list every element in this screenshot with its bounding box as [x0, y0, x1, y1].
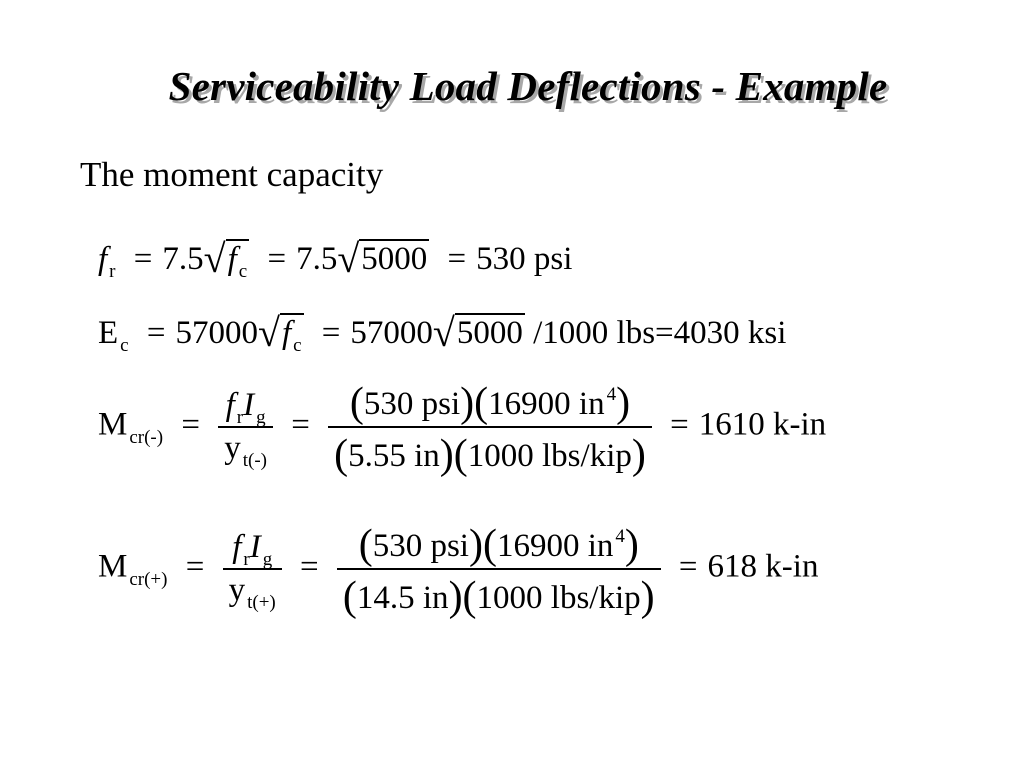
- equation-elastic-modulus: [98, 310, 787, 356]
- radical-icon: √: [203, 236, 226, 281]
- m-symbol: M: [98, 406, 128, 443]
- fraction-numerator: (530 psi)(16900 in $^4$): [349, 380, 631, 426]
- numeric-fraction: [328, 380, 652, 478]
- coefficient: 57000: [350, 315, 433, 351]
- equals-sign: =: [133, 241, 153, 277]
- fc-symbol: f: [281, 315, 292, 351]
- sqrt-value: [432, 310, 525, 355]
- equation-rupture-modulus: [98, 236, 573, 282]
- coefficient: 7.5: [162, 241, 204, 277]
- ec-subscript: c: [120, 335, 129, 356]
- coefficient: 7.5: [296, 241, 338, 277]
- fraction-denominator: y $_{t(+)}$: [223, 568, 282, 607]
- slide-subtitle: The moment capacity: [80, 155, 384, 194]
- m-subscript: cr(+): [129, 568, 168, 590]
- symbolic-fraction: [218, 387, 273, 471]
- equals-sign: =: [185, 548, 205, 585]
- fc-subscript: c: [293, 335, 302, 356]
- fraction-denominator: y $_{t(-)}$: [218, 426, 273, 465]
- fc-symbol: f: [227, 241, 237, 277]
- fraction-numerator: (530 psi)(16900 in $^4$): [358, 522, 639, 568]
- equals-sign: =: [678, 548, 698, 585]
- sqrt-fc: [203, 236, 250, 282]
- equals-sign: =: [291, 406, 310, 443]
- fraction-numerator: f $_r$I $_g$: [232, 529, 273, 570]
- result: 530 psi: [476, 241, 573, 277]
- fc-subscript: c: [238, 261, 248, 282]
- radical-icon: √: [432, 310, 455, 355]
- equation-cracking-moment-positive: [98, 522, 819, 620]
- m-symbol: M: [98, 548, 128, 585]
- radicand: 5000: [456, 315, 523, 351]
- radical-icon: √: [337, 236, 360, 281]
- fraction-numerator: f $_r$I $_g$: [225, 387, 266, 428]
- equals-sign: =: [447, 241, 467, 277]
- equals-sign: =: [300, 548, 319, 585]
- sqrt-value: [337, 236, 429, 281]
- result: 1610 k-in: [698, 406, 827, 443]
- fr-symbol: f: [98, 241, 108, 277]
- ec-symbol: E: [98, 315, 119, 351]
- fr-subscript: r: [109, 261, 116, 282]
- equals-sign: =: [321, 315, 341, 351]
- equals-sign: =: [670, 406, 689, 443]
- numeric-fraction: [337, 522, 661, 620]
- fraction-denominator: (14.5 in)(1000 lbs/kip): [337, 568, 661, 616]
- result-tail: /1000 lbs=4030 ksi: [533, 315, 787, 351]
- symbolic-fraction: [223, 529, 282, 613]
- equation-cracking-moment-negative: [98, 380, 827, 478]
- equals-sign: =: [181, 406, 200, 443]
- coefficient: 57000: [175, 315, 258, 351]
- equals-sign: =: [267, 241, 287, 277]
- result: 618 k-in: [707, 548, 819, 585]
- slide-title: Serviceability Load Deflections - Example: [168, 63, 888, 109]
- fraction-denominator: (5.55 in)(1000 lbs/kip): [328, 426, 652, 474]
- equals-sign: =: [146, 315, 166, 351]
- m-subscript: cr(-): [129, 426, 164, 448]
- radical-icon: √: [257, 310, 280, 355]
- radicand: 5000: [361, 241, 428, 277]
- sqrt-fc: [257, 310, 304, 356]
